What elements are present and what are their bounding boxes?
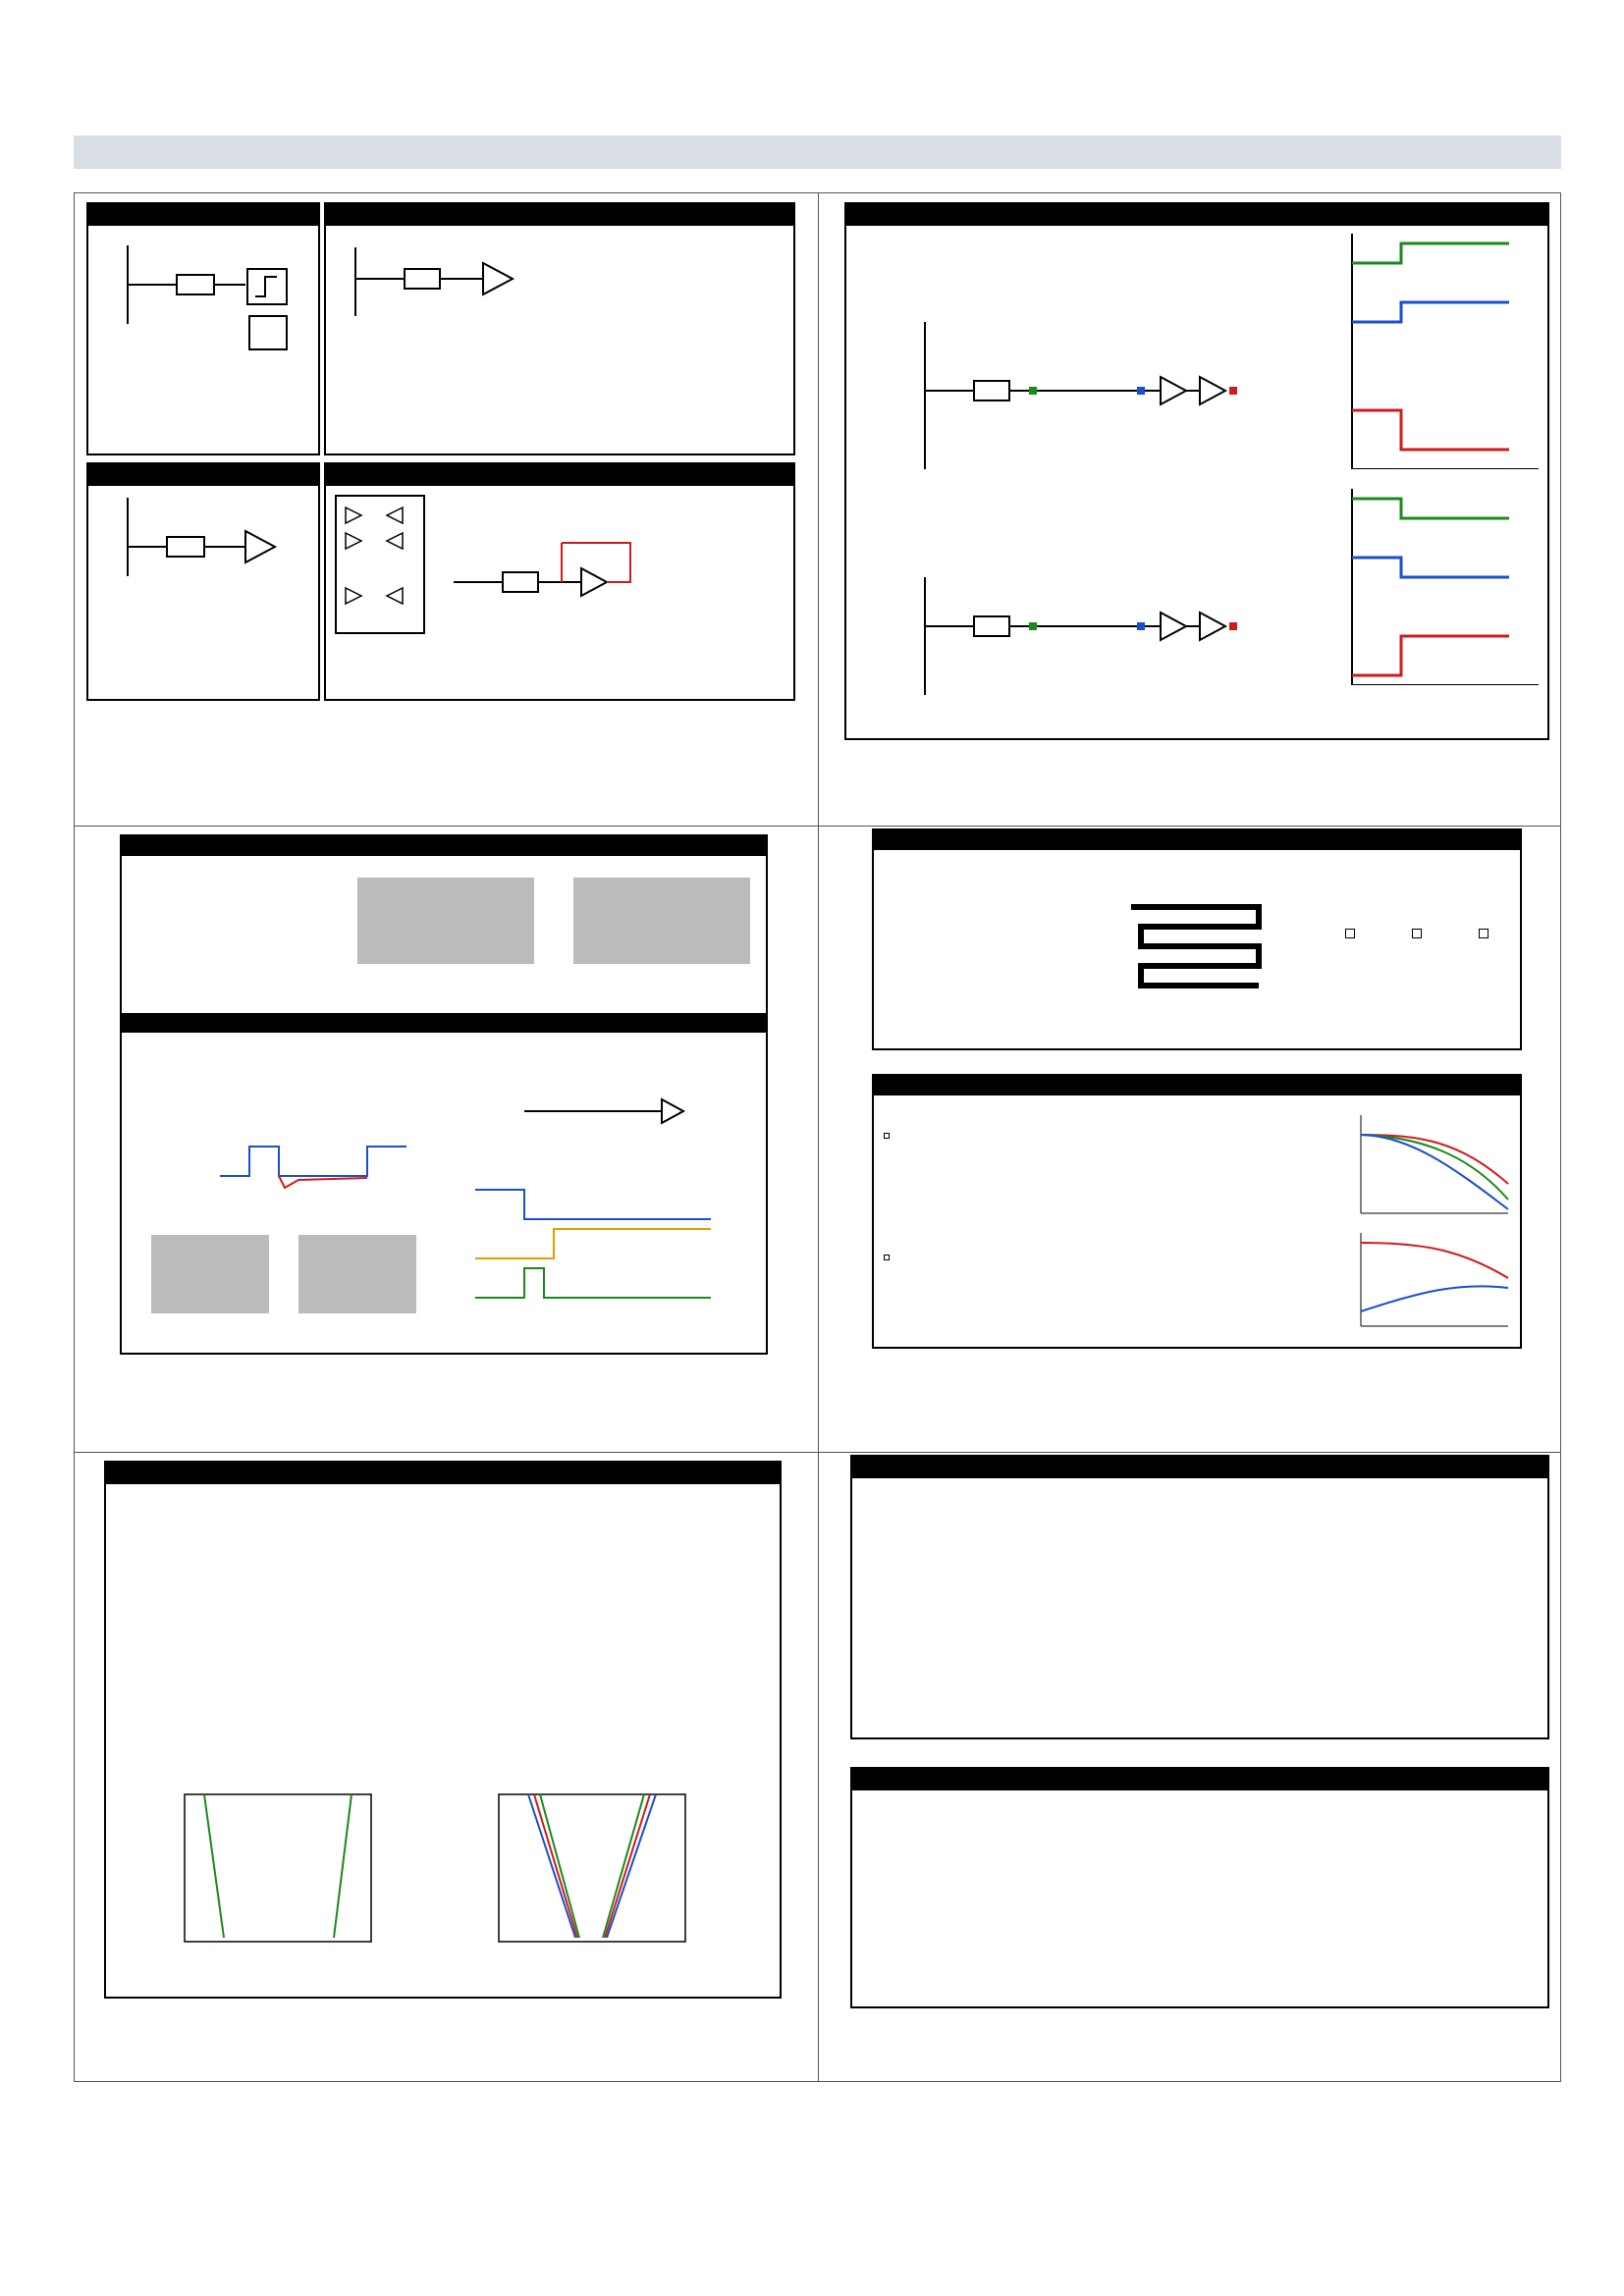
fig6-interposer <box>850 1767 1549 2008</box>
fig4-bottom <box>872 1074 1522 1349</box>
pmos-sampler-schematic <box>88 226 320 373</box>
bathtub-bot2 <box>479 1790 695 1967</box>
fig3-title-top <box>122 836 766 856</box>
fig1-panel-pmos-sampler <box>86 202 320 455</box>
comp-current-schematic <box>465 1072 760 1308</box>
tia-schematic <box>88 488 320 635</box>
lh-waveform <box>1342 234 1539 469</box>
gnd-bot <box>884 1255 890 1260</box>
fig1 <box>86 202 795 701</box>
eye-rxin <box>357 878 534 964</box>
fig3 <box>120 834 768 1355</box>
frequency-response <box>1341 1115 1518 1331</box>
capacitive-driving-schematic <box>326 228 562 424</box>
deser-block <box>1412 929 1422 938</box>
fig4-top <box>872 828 1522 1050</box>
fig3-title-bot <box>122 1013 766 1033</box>
panel-title <box>326 464 793 486</box>
page-header <box>74 135 1561 169</box>
panel-title <box>88 204 318 226</box>
fig5-title <box>106 1463 780 1484</box>
grid-divider-vertical <box>818 193 819 2081</box>
gnd-top <box>884 1133 890 1139</box>
panel-title <box>88 464 318 486</box>
eye-w <box>298 1235 416 1313</box>
eye-wo <box>151 1235 269 1313</box>
pod-block <box>1479 929 1489 938</box>
fig1-panel-tia-based <box>86 462 320 701</box>
proposed-rx-block <box>1345 929 1355 938</box>
fig1-panel-capacitive-driving <box>324 202 795 455</box>
grid-divider-1 <box>75 826 1560 827</box>
lh-schematic <box>846 302 1337 499</box>
fig6-table <box>850 1455 1549 1739</box>
fig2 <box>844 202 1549 740</box>
fig6-title <box>852 1457 1547 1478</box>
grid-divider-2 <box>75 1452 1560 1453</box>
fig2-title <box>846 204 1547 226</box>
eye-bufin <box>573 878 750 964</box>
bathtub-bot1 <box>165 1790 381 1967</box>
hl-waveform <box>1342 489 1539 685</box>
panel-title <box>326 204 793 226</box>
full-grid <box>1216 1857 1481 1965</box>
fig6-title2 <box>852 1769 1547 1790</box>
die-to-die-buffers <box>334 494 432 641</box>
bufin-waveform <box>220 1137 416 1196</box>
serpentine-channel <box>1131 897 1269 995</box>
fig4 <box>872 828 1522 1349</box>
transition-driven-schematic <box>444 533 640 651</box>
fig5 <box>104 1461 782 1999</box>
fig4-title-top <box>874 830 1520 850</box>
fig4-title-bot <box>874 1076 1520 1095</box>
half-grid <box>862 1857 1157 1965</box>
fig1-panel-transition-driven <box>324 462 795 701</box>
hl-schematic <box>846 567 1337 724</box>
